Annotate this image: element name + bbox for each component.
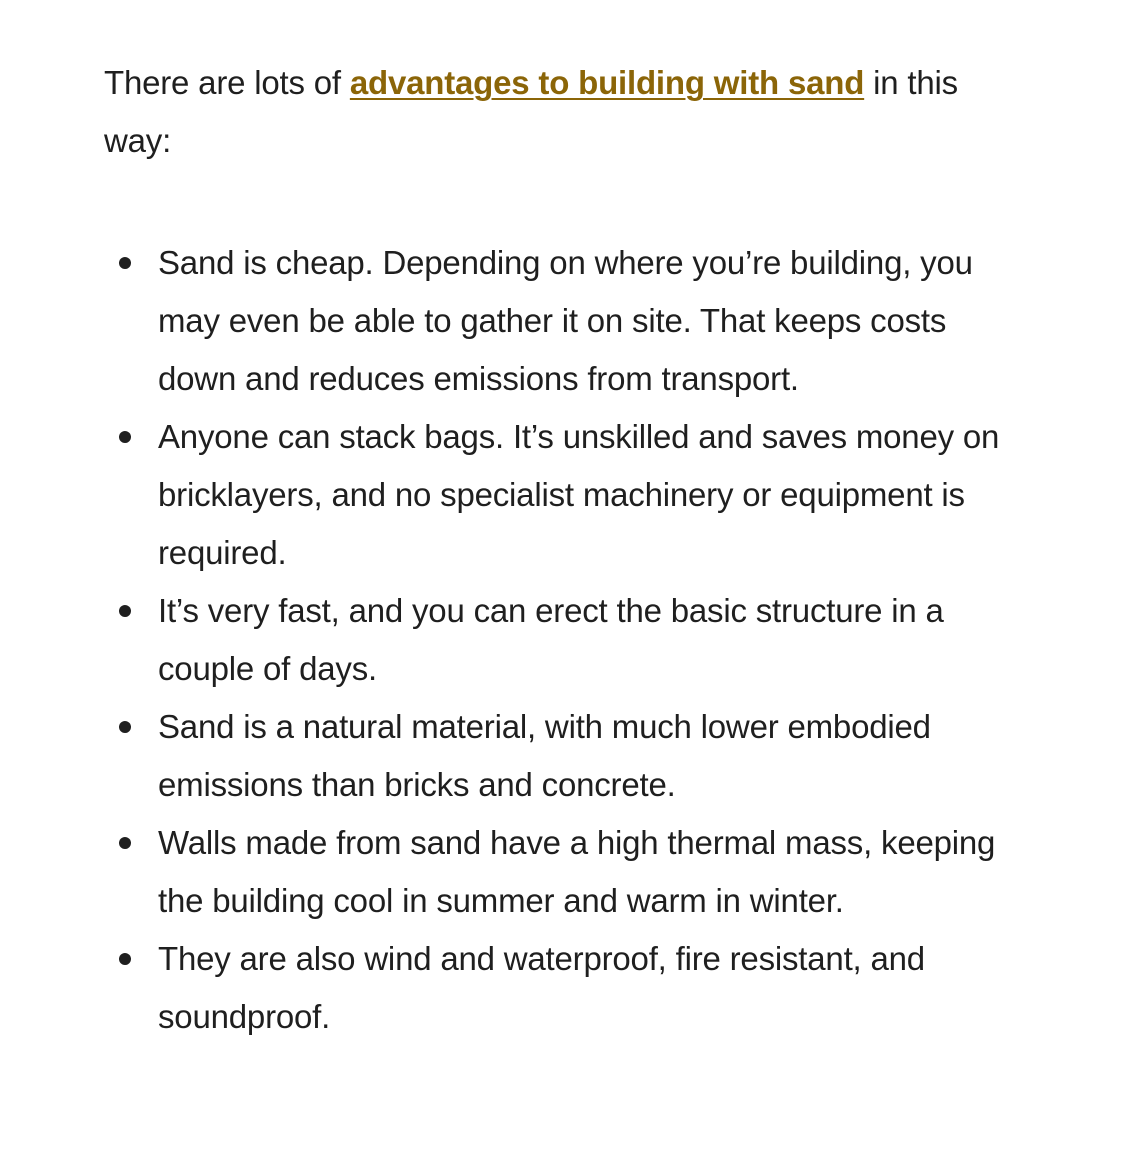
bullet-icon [119, 431, 131, 443]
bullet-icon [119, 953, 131, 965]
advantages-link[interactable]: advantages to building with sand [349, 64, 865, 101]
list-item [104, 234, 1014, 408]
list-item-text: It’s very fast, and you can erect the basic structure in a couple of days. [158, 592, 944, 687]
intro-suffix: in this way: [104, 64, 958, 159]
article-content [104, 54, 1014, 1046]
intro-paragraph [104, 54, 1014, 170]
list-item [104, 698, 1014, 814]
list-item-text: Anyone can stack bags. It’s unskilled and saves money on bricklayers, and no specialist machinery or equipment is required. [158, 418, 1000, 571]
intro-prefix: There are lots of [104, 64, 350, 101]
list-item-text: Sand is cheap. Depending on where you’re building, you may even be able to gather it on site. That keeps costs down and reduces emissions from transport. [158, 244, 973, 397]
advantages-list [104, 234, 1014, 1046]
bullet-icon [119, 605, 131, 617]
list-item [104, 408, 1014, 582]
list-item [104, 930, 1014, 1046]
list-item [104, 582, 1014, 698]
list-item-text: They are also wind and waterproof, fire resistant, and soundproof. [158, 940, 925, 1035]
bullet-icon [119, 721, 131, 733]
bullet-icon [119, 257, 131, 269]
list-item-text: Sand is a natural material, with much lower embodied emissions than bricks and concrete. [158, 708, 931, 803]
list-item [104, 814, 1014, 930]
list-item-text: Walls made from sand have a high thermal mass, keeping the building cool in summer and warm in winter. [158, 824, 996, 919]
bullet-icon [119, 837, 131, 849]
